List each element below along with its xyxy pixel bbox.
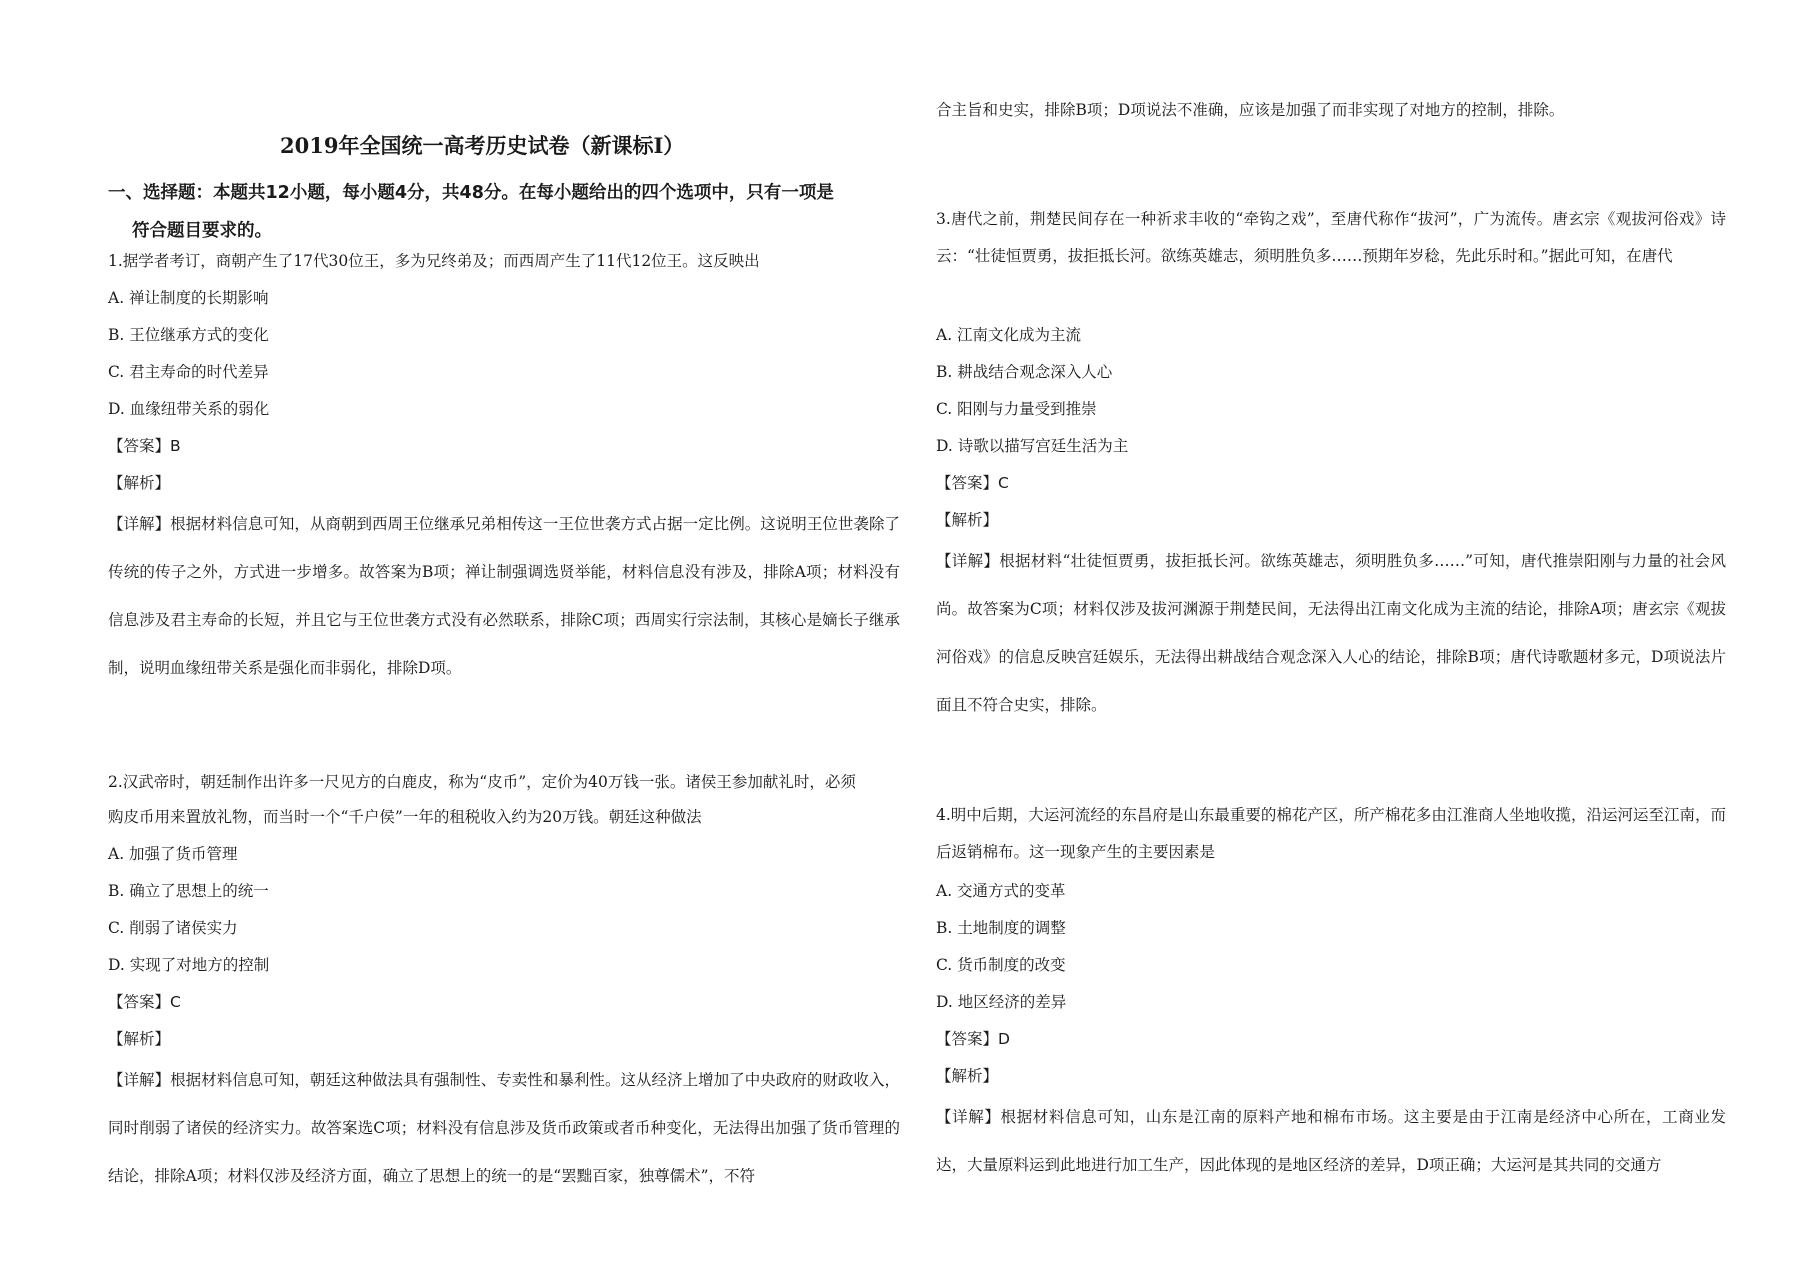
- q1-answer: 【答案】B: [108, 437, 181, 455]
- section-header: [108, 174, 908, 250]
- section-header-line2: 符合题目要求的。: [132, 221, 272, 241]
- q1-analysis-label: 【解析】: [108, 474, 171, 492]
- q3-option-c: C. 阳刚与力量受到推崇: [936, 400, 1097, 418]
- q2-stem-line1: 2.汉武帝时，朝廷制作出许多一尺见方的白鹿皮，称为“皮币”，定价为40万钱一张。诸侯王参加献礼时，必须: [108, 773, 856, 791]
- q2-option-d: D. 实现了对地方的控制: [108, 956, 270, 974]
- q1-option-c: C. 君主寿命的时代差异: [108, 363, 269, 381]
- q1-detail: 【详解】根据材料信息可知，从商朝到西周王位继承兄弟相传这一王位世袭方式占据一定比例。这说明王位世袭除了传统的传子之外，方式进一步增多。故答案为B项；禅让制强调选贤举能，材料信息没有涉及，排除A项；材料没有信息涉及君主寿命的长短，并且它与王位世袭方式没有必然联系，排除C项；西周实行宗法制，其核心是嫡长子继承制，说明血缘纽带关系是强化而非弱化，排除D项。: [108, 515, 900, 677]
- q3-analysis-label: 【解析】: [936, 511, 999, 529]
- q3-stem: 3.唐代之前，荆楚民间存在一种祈求丰收的“牵钩之戏”，至唐代称作“拔河”，广为流传。唐玄宗《观拔河俗戏》诗云：“壮徒恒贾勇，拔拒抵长河。欲练英雄志，须明胜负多……预期年岁稔，先此乐时和。”据此可知，在唐代: [936, 210, 1726, 265]
- q2-detail-continued: 合主旨和史实，排除B项；D项说法不准确，应该是加强了而非实现了对地方的控制，排除。: [936, 101, 1565, 119]
- q4-answer: 【答案】D: [936, 1030, 1010, 1048]
- q2-option-c: C. 削弱了诸侯实力: [108, 919, 238, 937]
- q4-analysis-label: 【解析】: [936, 1067, 999, 1085]
- q3-detail: 【详解】根据材料“壮徒恒贾勇，拔拒抵长河。欲练英雄志，须明胜负多……”可知，唐代推崇阳刚与力量的社会风尚。故答案为C项；材料仅涉及拔河渊源于荆楚民间，无法得出江南文化成为主流的结论，排除A项；唐玄宗《观拔河俗戏》的信息反映宫廷娱乐，无法得出耕战结合观念深入人心的结论，排除B项；唐代诗歌题材多元，D项说法片面且不符合史实，排除。: [936, 552, 1726, 714]
- q2-analysis-label: 【解析】: [108, 1030, 171, 1048]
- q4-option-c: C. 货币制度的改变: [936, 956, 1066, 974]
- q4-option-a: A. 交通方式的变革: [936, 882, 1066, 900]
- q3-option-a: A. 江南文化成为主流: [936, 326, 1082, 344]
- section-header-line1: 一、选择题：本题共12小题，每小题4分，共48分。在每小题给出的四个选项中，只有一项是: [108, 183, 834, 203]
- q1-option-a: A. 禅让制度的长期影响: [108, 289, 269, 307]
- q2-answer: 【答案】C: [108, 993, 181, 1011]
- q3-option-b: B. 耕战结合观念深入人心: [936, 363, 1113, 381]
- q3-option-d: D. 诗歌以描写宫廷生活为主: [936, 437, 1129, 455]
- q2-option-b: B. 确立了思想上的统一: [108, 882, 269, 900]
- q1-stem: 1.据学者考订，商朝产生了17代30位王，多为兄终弟及；而西周产生了11代12位王。这反映出: [108, 252, 760, 270]
- q4-option-b: B. 土地制度的调整: [936, 919, 1066, 937]
- q4-option-d: D. 地区经济的差异: [936, 993, 1067, 1011]
- q3-answer: 【答案】C: [936, 474, 1009, 492]
- q2-stem-line2: 购皮币用来置放礼物，而当时一个“千户侯”一年的租税收入约为20万钱。朝廷这种做法: [108, 808, 702, 826]
- q4-detail: 【详解】根据材料信息可知，山东是江南的原料产地和棉布市场。这主要是由于江南是经济中心所在，工商业发达，大量原料运到此地进行加工生产，因此体现的是地区经济的差异，D项正确；大运河是其共同的交通方: [936, 1108, 1726, 1174]
- q4-stem: 4.明中后期，大运河流经的东昌府是山东最重要的棉花产区，所产棉花多由江淮商人坐地收揽，沿运河运至江南，而后返销棉布。这一现象产生的主要因素是: [936, 806, 1726, 861]
- q1-option-b: B. 王位继承方式的变化: [108, 326, 269, 344]
- exam-title: 2019年全国统一高考历史试卷（新课标Ⅰ）: [280, 133, 685, 158]
- q2-option-a: A. 加强了货币管理: [108, 845, 238, 863]
- q1-option-d: D. 血缘纽带关系的弱化: [108, 400, 270, 418]
- q2-detail: 【详解】根据材料信息可知，朝廷这种做法具有强制性、专卖性和暴利性。这从经济上增加了中央政府的财政收入，同时削弱了诸侯的经济实力。故答案选C项；材料没有信息涉及货币政策或者币种变化，无法得出加强了货币管理的结论，排除A项；材料仅涉及经济方面，确立了思想上的统一的是“罢黜百家，独尊儒术”，不符: [108, 1071, 900, 1185]
